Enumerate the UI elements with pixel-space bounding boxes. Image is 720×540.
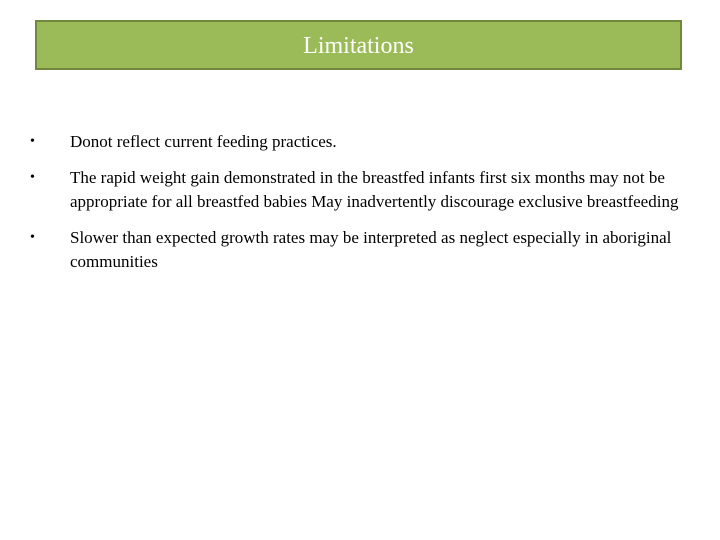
bullet-item (30, 166, 690, 214)
bullet-text: Slower than expected growth rates may be interpreted as neglect especially in aboriginal communities (70, 228, 672, 271)
bullet-icon: • (30, 230, 35, 245)
slide-title: Limitations (303, 33, 414, 59)
title-banner (35, 20, 682, 70)
bullet-item (30, 226, 690, 274)
bullet-text: Donot reflect current feeding practices. (70, 132, 337, 151)
bullet-icon: • (30, 170, 35, 185)
bullet-text: The rapid weight gain demonstrated in the breastfed infants first six months may not be appropriate for all breastfed babies May inadvertently discourage exclusive breastfeeding (70, 168, 679, 211)
bullet-list (30, 130, 690, 286)
bullet-icon: • (30, 134, 35, 149)
bullet-item (30, 130, 690, 154)
